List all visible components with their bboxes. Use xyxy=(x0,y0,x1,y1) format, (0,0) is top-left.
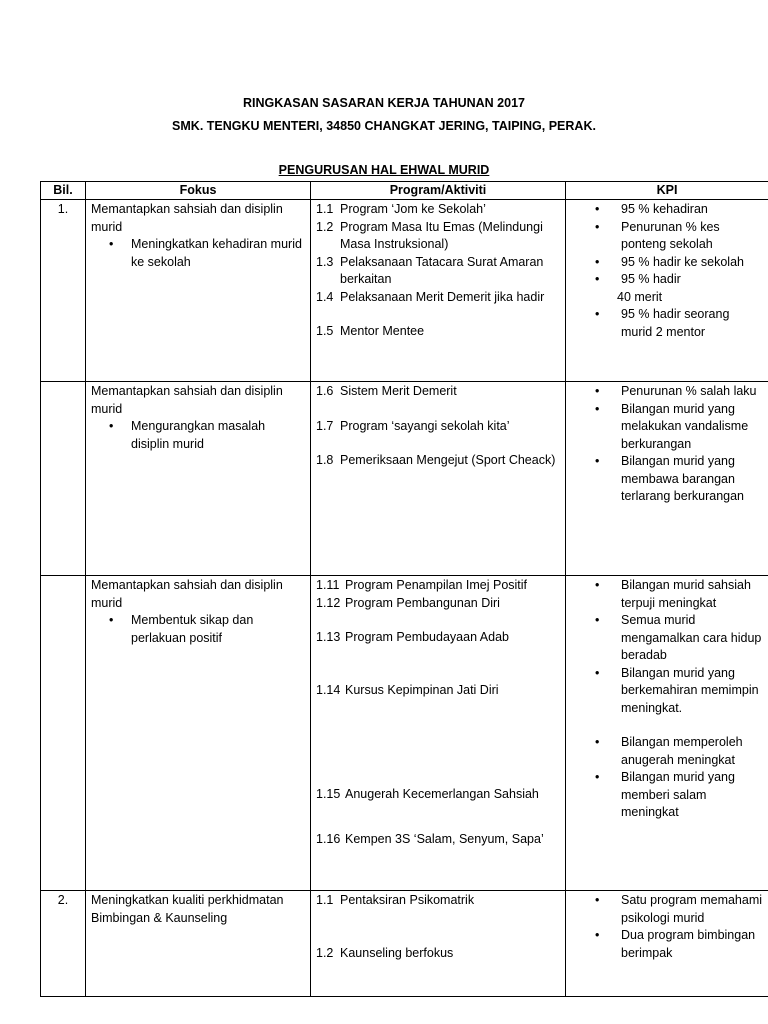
program-label: Program ‘sayangi sekolah kita’ xyxy=(340,418,510,433)
program-number: 1.8 xyxy=(316,453,334,467)
kpi-item: • 95 % kehadiran xyxy=(571,201,763,219)
fokus-text: Memantapkan sahsiah dan disiplin murid xyxy=(91,578,283,610)
program-number: 1.13 xyxy=(316,630,341,644)
program-number: 1.14 xyxy=(316,682,341,697)
section-title: PENGURUSAN HAL EHWAL MURID xyxy=(278,163,490,177)
kpi-list xyxy=(571,577,763,822)
program-label: Pemeriksaan Mengejut (Sport Cheack) xyxy=(340,453,556,467)
row-kpi xyxy=(566,200,768,382)
school-name: SMK. TENGKU MENTERI, 34850 CHANGKAT JERING, TAIPING, PERAK. xyxy=(172,119,596,133)
row-fokus xyxy=(86,576,311,891)
program-number: 1.11 xyxy=(316,578,340,592)
program-label: Pelaksanaan Merit Demerit jika hadir xyxy=(340,289,545,304)
table-header-row xyxy=(41,182,768,200)
fokus-text: Memantapkan sahsiah dan disiplin murid xyxy=(91,202,283,234)
program-number: 1.16 xyxy=(316,831,341,846)
header-program: Program/Aktiviti xyxy=(311,182,566,200)
program-number: 1.7 xyxy=(316,418,334,433)
fokus-text: Meningkatkan kualiti perkhidmatan Bimbingan & Kaunseling xyxy=(91,893,284,925)
program-label: Anugerah Kecemerlangan Sahsiah xyxy=(345,787,539,801)
kpi-item: • 95 % hadir xyxy=(571,271,763,289)
kpi-item: • Semua murid mengamalkan cara hidup beradab xyxy=(571,612,763,665)
kpi-item: • Dua program bimbingan berimpak xyxy=(571,927,763,962)
row-fokus xyxy=(86,382,311,576)
program-item xyxy=(316,383,560,401)
program-label: Kursus Kepimpinan Jati Diri xyxy=(345,682,499,697)
kpi-item: • Bilangan memperoleh anugerah meningkat xyxy=(571,734,763,769)
program-label: Pentaksiran Psikomatrik xyxy=(340,893,475,907)
program-number: 1.12 xyxy=(316,595,341,610)
program-item xyxy=(316,254,560,289)
kpi-item: 40 merit xyxy=(617,289,663,304)
program-item xyxy=(316,831,560,849)
row-kpi xyxy=(566,891,768,997)
fokus-text: Memantapkan sahsiah dan disiplin murid xyxy=(91,384,283,416)
table-row xyxy=(41,891,768,997)
program-label: Sistem Merit Demerit xyxy=(340,384,457,398)
kpi-item: • Bilangan murid yang melakukan vandalisme berkurangan xyxy=(571,401,763,454)
fokus-bullet: • Mengurangkan masalah disiplin murid xyxy=(131,418,305,453)
kpi-item: • Bilangan murid yang memberi salam meningkat xyxy=(571,769,763,822)
row-kpi xyxy=(566,382,768,576)
program-number: 1.1 xyxy=(316,893,334,907)
program-item xyxy=(316,452,560,470)
kpi-item: • Bilangan murid yang membawa barangan terlarang berkurangan xyxy=(571,453,763,506)
program-label: Program Masa Itu Emas (Melindungi Masa Instruksional) xyxy=(340,219,543,251)
program-label: Kaunseling berfokus xyxy=(340,945,454,960)
kpi-item: • 95 % hadir seorang murid 2 mentor xyxy=(571,306,763,341)
row-bil: 2. xyxy=(41,891,86,997)
program-item xyxy=(316,945,560,963)
kpi-list xyxy=(571,201,763,341)
table-row xyxy=(41,382,768,576)
fokus-bullet-list xyxy=(91,612,305,647)
header-bil: Bil. xyxy=(41,182,86,200)
header-kpi: KPI xyxy=(566,182,768,200)
program-label: Mentor Mentee xyxy=(340,324,425,338)
kpi-list xyxy=(571,892,763,962)
program-item xyxy=(316,323,560,341)
row-fokus xyxy=(86,200,311,382)
program-item xyxy=(316,418,560,436)
table-row xyxy=(41,576,768,891)
program-number: 1.3 xyxy=(316,254,334,269)
kpi-list xyxy=(571,383,763,506)
program-item xyxy=(316,595,560,613)
row-bil xyxy=(41,382,86,576)
program-label: Kempen 3S ‘Salam, Senyum, Sapa’ xyxy=(345,831,544,846)
work-target-table xyxy=(40,181,768,997)
kpi-item: • Penurunan % salah laku xyxy=(571,383,763,401)
program-item xyxy=(316,682,560,700)
kpi-item: • Bilangan murid yang berkemahiran memimpin meningkat. xyxy=(571,665,763,718)
row-kpi xyxy=(566,576,768,891)
document-title: RINGKASAN SASARAN KERJA TAHUNAN 2017 xyxy=(243,96,525,110)
kpi-item: • Bilangan murid sahsiah terpuji meningkat xyxy=(571,577,763,612)
program-number: 1.15 xyxy=(316,787,341,801)
program-item xyxy=(316,201,560,219)
program-item xyxy=(316,219,560,254)
program-number: 1.5 xyxy=(316,324,334,338)
program-item xyxy=(316,892,560,910)
row-bil xyxy=(41,576,86,891)
row-programs xyxy=(311,382,566,576)
row-programs xyxy=(311,891,566,997)
program-label: Program Pembangunan Diri xyxy=(345,595,500,610)
row-fokus xyxy=(86,891,311,997)
fokus-bullet: • Meningkatkan kehadiran murid ke sekolah xyxy=(131,236,305,271)
fokus-bullet: • Membentuk sikap dan perlakuan positif xyxy=(131,612,305,647)
program-item xyxy=(316,786,560,804)
table-row xyxy=(41,200,768,382)
fokus-bullet-list xyxy=(91,418,305,453)
program-label: Program Pembudayaan Adab xyxy=(345,630,509,644)
kpi-item: • Satu program memahami psikologi murid xyxy=(571,892,763,927)
program-label: Pelaksanaan Tatacara Surat Amaran berkaitan xyxy=(340,254,544,286)
program-number: 1.6 xyxy=(316,384,334,398)
program-number: 1.2 xyxy=(316,219,334,234)
fokus-bullet-list xyxy=(91,236,305,271)
header-fokus: Fokus xyxy=(86,182,311,200)
program-number: 1.1 xyxy=(316,202,334,216)
program-label: Program ‘Jom ke Sekolah’ xyxy=(340,202,486,216)
row-programs xyxy=(311,200,566,382)
program-item xyxy=(316,289,560,307)
row-bil: 1. xyxy=(41,200,86,382)
kpi-item: • 95 % hadir ke sekolah xyxy=(571,254,763,272)
program-number: 1.4 xyxy=(316,289,334,304)
program-label: Program Penampilan Imej Positif xyxy=(345,578,528,592)
row-programs xyxy=(311,576,566,891)
kpi-item: • Penurunan % kes ponteng sekolah xyxy=(571,219,763,254)
program-item xyxy=(316,577,560,595)
program-number: 1.2 xyxy=(316,945,334,960)
program-item xyxy=(316,629,560,647)
